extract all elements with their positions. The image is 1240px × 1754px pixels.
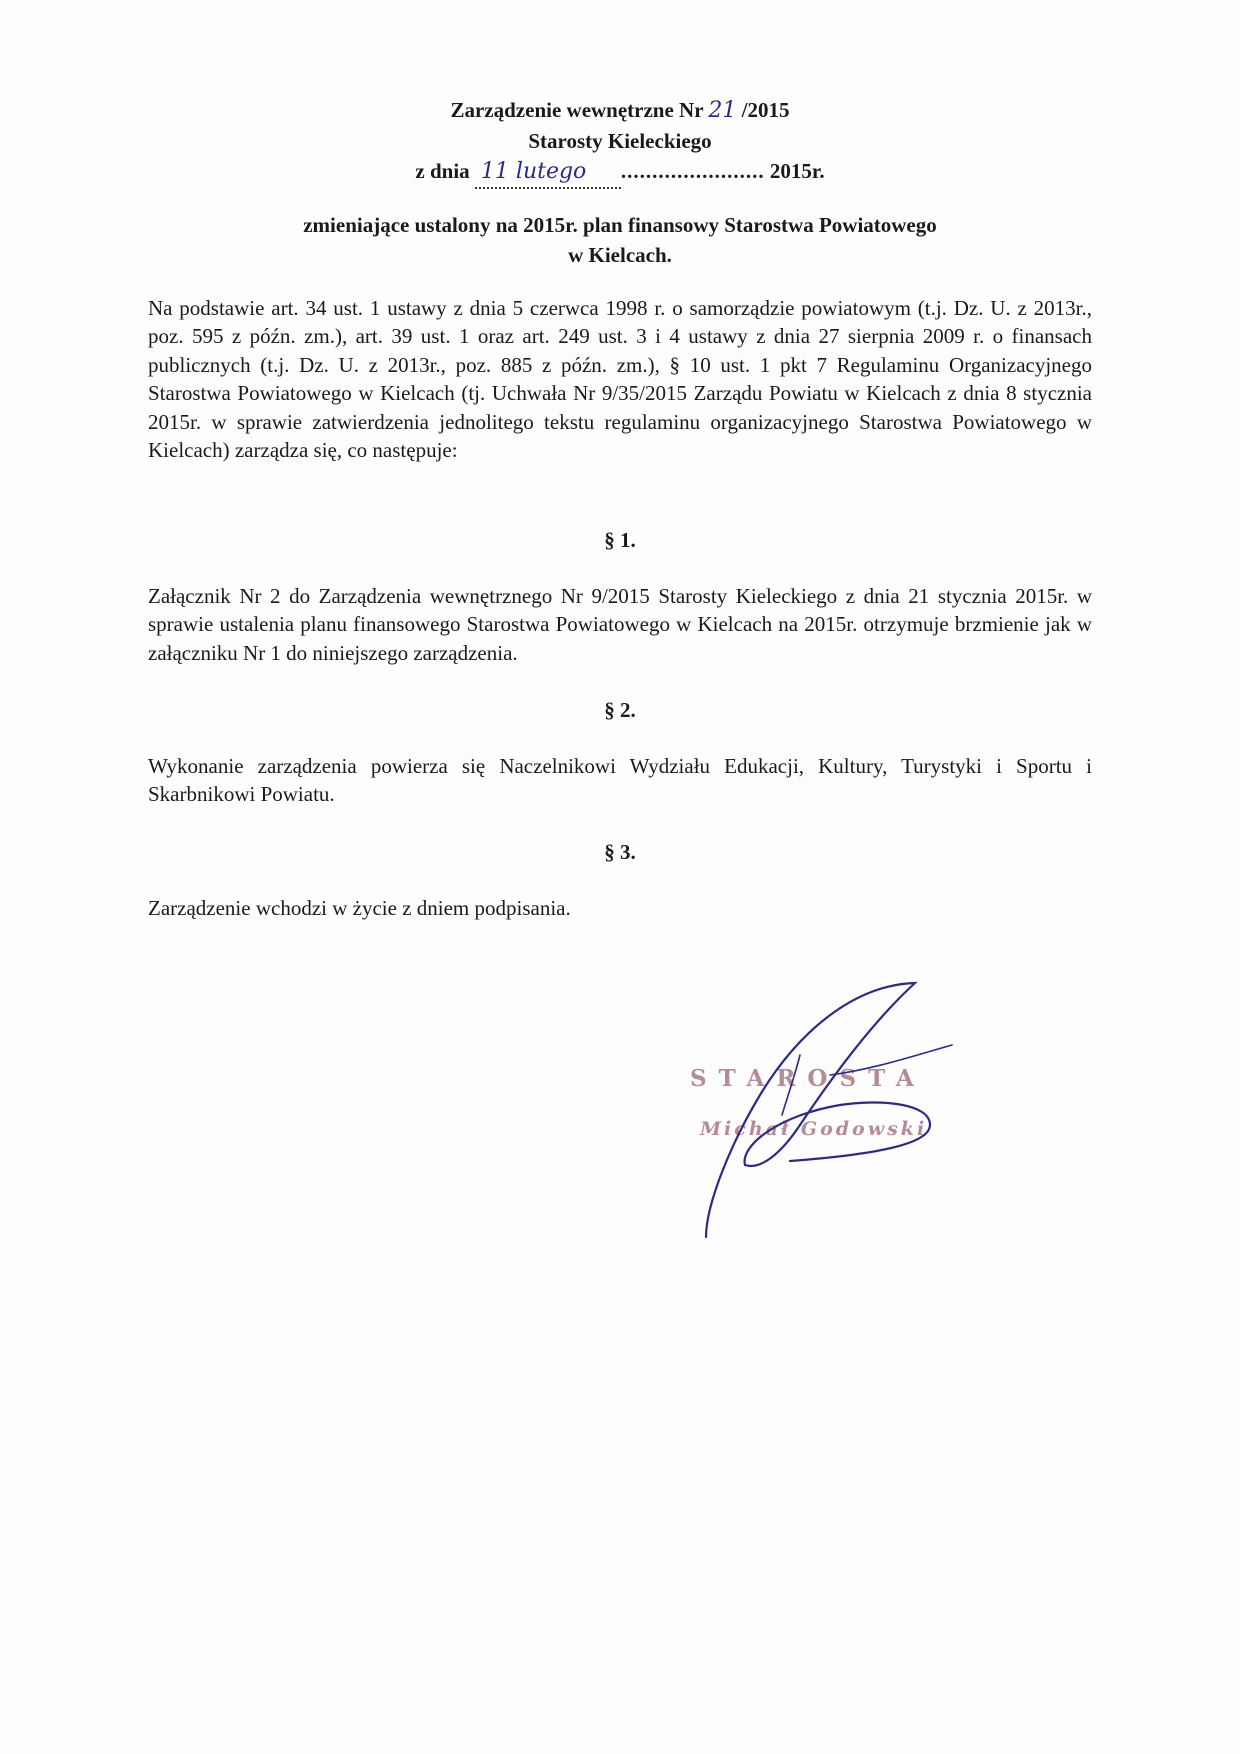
document-header (300, 95, 940, 189)
section-2-text: Wykonanie zarządzenia powierza się Naczelnikowi Wydziału Edukacji, Kultury, Turystyki i Sportu i Skarbnikowi Powiatu. (148, 754, 1092, 807)
handwritten-number: 21 (708, 98, 737, 123)
header-title-prefix: Zarządzenie wewnętrzne Nr (450, 98, 704, 122)
handwritten-signature (700, 975, 960, 1245)
section-3-text: Zarządzenie wchodzi w życie z dniem podpisania. (148, 896, 571, 920)
section-1-mark: § 1. (604, 528, 636, 552)
date-suffix: 2015r. (769, 159, 825, 183)
header-title-suffix: /2015 (741, 98, 790, 122)
header-line-3 (300, 156, 940, 189)
stamp-name: Michał Godowski (700, 1118, 928, 1140)
header-line-2: Starosty Kieleckiego (528, 129, 712, 153)
section-2-mark: § 2. (604, 698, 636, 722)
date-prefix: z dnia (415, 159, 470, 183)
preamble-paragraph: Na podstawie art. 34 ust. 1 ustawy z dnia 5 czerwca 1998 r. o samorządzie powiatowym (t.j. Dz. U. z 2013r., poz. 595 z późn. zm.), art. 39 ust. 1 oraz art. 249 ust. 3 i 4 ustawy z dnia 27 sierpnia 2009 r. o finansach publicznych (t.j. Dz. U. z 2013r., poz. 885 z późn. zm.), § 10 ust. 1 pkt 7 Regulaminu Organizacyjnego Starostwa Powiatowego w Kielcach (tj. Uchwała Nr 9/35/2015 Zarządu Powiatu w Kielcach z dnia 8 stycznia 2015r. w sprawie zatwierdzenia jednolitego tekstu regulaminu organizacyjnego Starostwa Powiatowego w Kielcach) zarządza się, co następuje: (148, 296, 1092, 463)
subject-line-1: zmieniające ustalony na 2015r. plan finansowy Starostwa Powiatowego (303, 213, 937, 237)
date-dots: ....................... (620, 159, 765, 183)
header-line-1 (300, 95, 940, 126)
stamp-title: STAROSTA (690, 1065, 926, 1092)
section-3-mark: § 3. (604, 840, 636, 864)
section-1-text: Załącznik Nr 2 do Zarządzenia wewnętrznego Nr 9/2015 Starosty Kieleckiego z dnia 21 stycznia 2015r. w sprawie ustalenia planu finansowego Starostwa Powiatowego w Kielcach na 2015r. otrzymuje brzmienie jak w załączniku Nr 1 do niniejszego zarządzenia. (148, 584, 1092, 665)
subject-line-2: w Kielcach. (568, 243, 672, 267)
document-subject (200, 210, 1040, 270)
handwritten-date: 11 lutego (475, 157, 621, 189)
